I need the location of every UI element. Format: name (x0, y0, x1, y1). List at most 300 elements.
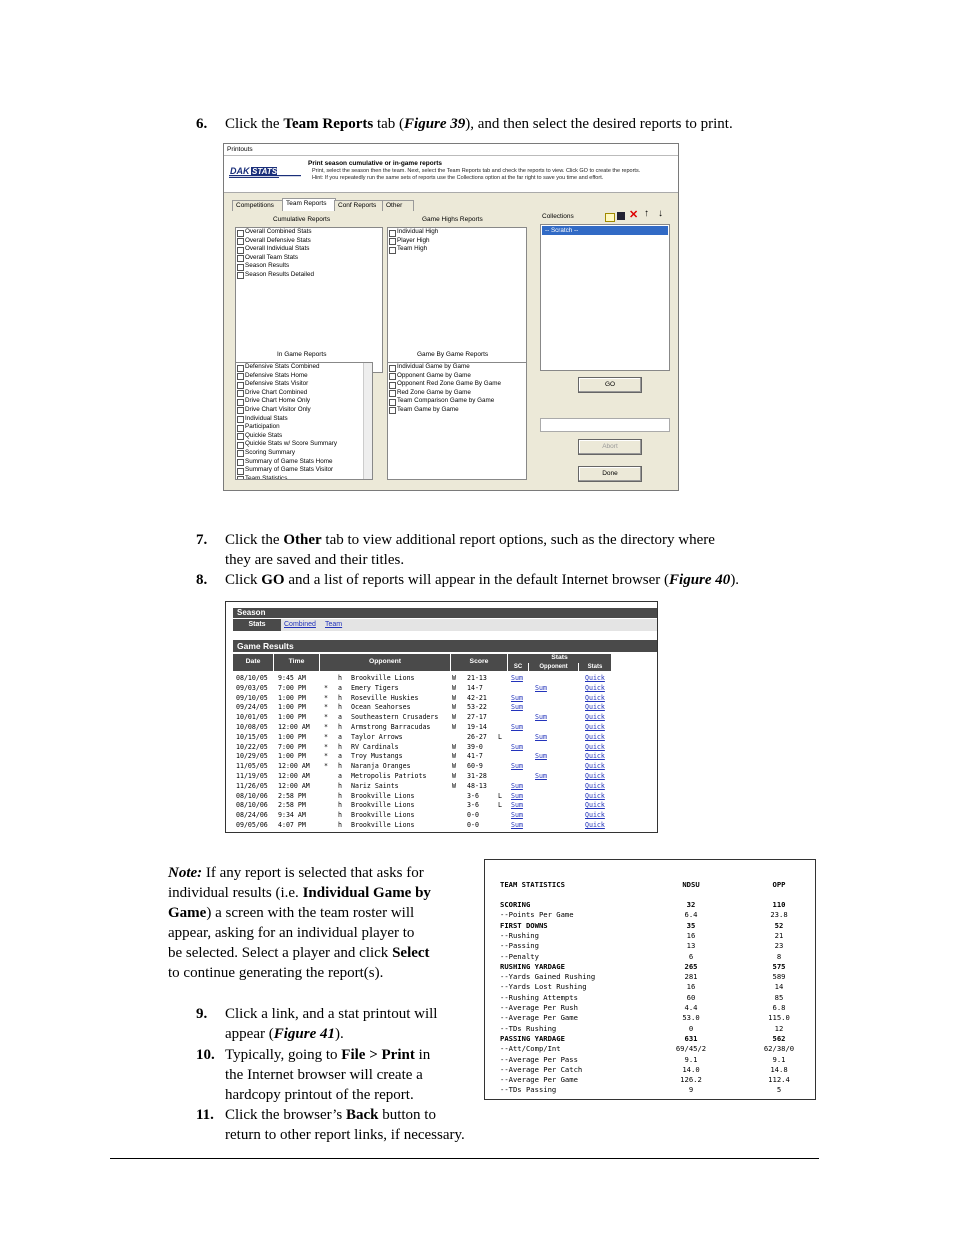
report-checkbox-item[interactable]: Defensive Stats Visitor (236, 380, 372, 389)
stat-label: --Yards Lost Rushing (500, 982, 587, 992)
report-checkbox-item[interactable]: Red Zone Game by Game (388, 389, 526, 398)
row-conference-mark: * (324, 732, 328, 741)
row-quick-link[interactable]: Quick (585, 762, 605, 771)
team-b-value: 62/38/0 (763, 1044, 795, 1054)
stat-row (485, 1024, 815, 1034)
col-date: Date (233, 654, 274, 671)
report-checkbox-item[interactable]: Team High (388, 245, 526, 254)
team-a-value: 14.0 (682, 1064, 700, 1074)
col-time: Time (274, 654, 320, 671)
row-home-away: h (338, 742, 342, 751)
row-date: 11/19/05 (236, 772, 268, 780)
row-home-away: a (338, 683, 342, 692)
note-text: be selected. Select a player and click (168, 945, 393, 961)
stat-row (485, 931, 815, 941)
footer-rule (110, 1158, 819, 1159)
row-win: W (452, 742, 456, 751)
row-date: 08/10/05 (236, 674, 268, 682)
row-quick-link[interactable]: Quick (585, 713, 605, 722)
step-text: Click (225, 572, 262, 588)
row-quick-link[interactable]: Quick (585, 772, 605, 780)
col-opponent-stats: Opponent (529, 663, 579, 671)
report-checkbox-item[interactable]: Player High (388, 237, 526, 246)
row-opponent: Metropolis Patriots (351, 772, 427, 780)
row-quick-link[interactable]: Quick (585, 752, 605, 761)
report-checkbox-item[interactable]: Overall Team Stats (236, 254, 382, 263)
save-icon[interactable] (617, 212, 625, 220)
dialog-header (224, 156, 678, 193)
stat-label: --Average Per Game (500, 1013, 578, 1023)
stat-label: --Average Per Rush (500, 1003, 578, 1012)
row-date: 10/08/05 (236, 723, 268, 731)
row-score: 48-13 (467, 781, 487, 790)
printouts-dialog (223, 143, 679, 491)
row-loss: L (498, 732, 502, 741)
ingame-scrollbar[interactable] (363, 363, 372, 479)
progress-bar (540, 418, 670, 432)
row-sc-link[interactable]: Sum (511, 674, 523, 682)
team-b-value: 12 (774, 1023, 784, 1033)
stats-label: Stats (233, 619, 281, 631)
note-text: individual results (i.e. (168, 885, 303, 901)
row-opponent: Brookville Lions (351, 821, 415, 829)
report-checkbox-item[interactable]: Defensive Stats Combined (236, 363, 372, 372)
team-a-value: 60 (686, 992, 696, 1002)
stat-row (485, 1044, 815, 1054)
row-time: 9:34 AM (278, 811, 306, 820)
team-b-value: 14 (774, 982, 784, 992)
team-b-value: 5 (776, 1085, 782, 1095)
row-date: 09/24/05 (236, 703, 268, 712)
note-text: ) a screen with the team roster will (206, 905, 415, 921)
row-home-away: h (338, 703, 342, 712)
team-a-value: 265 (684, 961, 698, 971)
team-a-value: 16 (686, 930, 696, 940)
team-a-value: 126.2 (680, 1075, 702, 1085)
row-loss: L (498, 801, 502, 810)
row-score: 60-9 (467, 762, 483, 771)
daktronics-logo-icon (229, 166, 301, 180)
row-time: 2:58 PM (278, 801, 306, 810)
row-time: 7:00 PM (278, 742, 306, 751)
row-time: 1:00 PM (278, 752, 306, 761)
step-text: ). (730, 572, 740, 588)
row-sc-link[interactable]: Sum (511, 811, 523, 820)
team-b-value: 14.8 (770, 1064, 788, 1074)
row-date: 10/29/05 (236, 752, 268, 761)
step-text: Click the (225, 532, 284, 548)
row-loss: L (498, 791, 502, 800)
row-win: W (452, 772, 456, 780)
tab-other[interactable]: Other (382, 200, 414, 211)
report-checkbox-item[interactable]: Drive Chart Home Only (236, 397, 372, 406)
row-date: 10/01/05 (236, 713, 268, 722)
step-text: tab to view additional report options, such as the directory where (321, 532, 715, 548)
results-header (233, 654, 611, 671)
row-sc-link[interactable]: Sum (511, 821, 523, 829)
row-date: 09/10/05 (236, 693, 268, 702)
step-text: Click the (225, 116, 284, 132)
row-win: W (452, 693, 456, 702)
team-b-value: 110 (772, 900, 786, 909)
team-a-value: 69/45/2 (675, 1044, 707, 1054)
move-down-icon[interactable]: ↓ (658, 208, 663, 219)
row-sc-link[interactable]: Sum (511, 693, 523, 702)
team-b-value: 6.8 (772, 1003, 786, 1012)
team-a-value: 631 (684, 1033, 698, 1043)
step-number: 9. (196, 1006, 208, 1022)
row-sc-link[interactable]: Sum (511, 742, 523, 751)
row-quick-link[interactable]: Quick (585, 791, 605, 800)
row-opponent: Emery Tigers (351, 683, 399, 692)
row-home-away: a (338, 752, 342, 761)
stat-label: --Yards Gained Rushing (500, 972, 596, 982)
row-opponent: Brookville Lions (351, 811, 415, 820)
new-collection-icon[interactable] (605, 213, 615, 222)
report-checkbox-item[interactable]: Quickie Stats w/ Score Summary (236, 440, 372, 449)
svg-text:STATS: STATS (252, 167, 278, 176)
svg-text:DAK: DAK (230, 166, 250, 176)
row-home-away: a (338, 732, 342, 741)
row-score: 27-17 (467, 713, 487, 722)
row-quick-link[interactable]: Quick (585, 703, 605, 712)
row-score: 14-7 (467, 683, 483, 692)
team-link[interactable]: Team (325, 621, 343, 628)
row-time: 7:00 PM (278, 683, 306, 692)
stat-row (485, 1013, 815, 1023)
row-sc-link[interactable]: Sum (511, 801, 523, 810)
row-date: 11/05/05 (236, 762, 268, 771)
row-home-away: a (338, 772, 342, 780)
ingame-list[interactable] (235, 362, 373, 480)
stat-label: --Rushing (500, 930, 539, 940)
team-a-value: 281 (684, 972, 698, 982)
note-bold: Individual Game by (302, 885, 431, 901)
team-b-value: 9.1 (772, 1054, 786, 1064)
team-a-value: 9.1 (684, 1054, 698, 1064)
stat-row (485, 910, 815, 920)
stat-label: --Penalty (500, 951, 539, 961)
row-score: 3-6 (467, 791, 479, 800)
step-text: return to other report links, if necessary. (225, 1127, 465, 1143)
row-home-away: h (338, 791, 342, 800)
row-opponent-link[interactable]: Sum (535, 683, 547, 692)
row-score: 31-28 (467, 772, 487, 780)
step-9 (196, 1004, 486, 1044)
report-checkbox-item[interactable]: Season Results Detailed (236, 271, 382, 280)
stat-row (485, 1065, 815, 1075)
report-checkbox-item[interactable]: Individual Stats (236, 415, 372, 424)
team-a-value: 0 (688, 1023, 694, 1033)
row-quick-link[interactable]: Quick (585, 693, 605, 702)
season-bar: Season (233, 608, 657, 618)
team-b-value: 23.8 (770, 910, 788, 920)
stat-row (485, 941, 815, 951)
step-text: appear ( (225, 1026, 274, 1042)
abort-button[interactable]: Abort (578, 439, 642, 455)
step-bold: Back (345, 1107, 379, 1123)
row-home-away: h (338, 762, 342, 771)
team-a-value: 53.0 (682, 1013, 700, 1023)
row-time: 12:00 AM (278, 772, 310, 780)
report-checkbox-item[interactable]: Team Game by Game (388, 406, 526, 415)
row-score: 41-7 (467, 752, 483, 761)
row-home-away: a (338, 713, 342, 722)
note-text: appear, asking for an individual player to (168, 925, 415, 941)
row-home-away: h (338, 781, 342, 790)
step-text: button to (378, 1107, 436, 1123)
team-a-name: NDSU (682, 880, 700, 889)
figure-ref: Figure 41 (273, 1026, 335, 1042)
row-quick-link[interactable]: Quick (585, 723, 605, 731)
row-opponent: Brookville Lions (351, 674, 415, 682)
step-bold: Other (283, 532, 322, 548)
col-opponent: Opponent (320, 654, 451, 671)
stat-row (485, 1003, 815, 1013)
stat-label: --Average Per Game (500, 1075, 578, 1085)
step-text: hardcopy printout of the report. (225, 1087, 414, 1103)
team-a-value: 16 (686, 982, 696, 992)
report-checkbox-item[interactable]: Participation (236, 423, 372, 432)
row-opponent: Ocean Seahorses (351, 703, 411, 712)
row-opponent: Brookville Lions (351, 801, 415, 810)
stat-label: --TDs Rushing (500, 1023, 557, 1033)
stat-label: PASSING YARDAGE (500, 1033, 565, 1043)
row-opponent: Nariz Saints (351, 781, 399, 790)
team-a-value: 9 (688, 1085, 694, 1095)
report-checkbox-item[interactable]: Quickie Stats (236, 432, 372, 441)
row-conference-mark: * (324, 713, 328, 722)
row-win: W (452, 723, 456, 731)
collections-label: Collections (542, 213, 574, 220)
note-label: Note: (168, 865, 203, 881)
bygame-list[interactable] (387, 362, 527, 480)
stat-label: SCORING (500, 900, 531, 909)
stat-row (485, 952, 815, 962)
report-checkbox-item[interactable]: Summary of Game Stats Visitor (236, 466, 372, 475)
step-number: 8. (196, 572, 208, 588)
header-description (312, 168, 672, 182)
header-line: Hint: If you repeatedly run the same sets of reports use the Collections option at the far right to save you time and effort. (312, 175, 604, 181)
team-b-value: 115.0 (768, 1013, 790, 1023)
team-a-value: 32 (686, 900, 696, 909)
row-time: 12:00 AM (278, 762, 310, 771)
report-checkbox-item[interactable]: Team Statistics (236, 475, 372, 480)
row-conference-mark: * (324, 762, 328, 771)
report-checkbox-item[interactable]: Individual High (388, 228, 526, 237)
row-time: 1:00 PM (278, 732, 306, 741)
report-checkbox-item[interactable]: Individual Game by Game (388, 363, 526, 372)
report-checkbox-item[interactable]: Summary of Game Stats Home (236, 458, 372, 467)
row-quick-link[interactable]: Quick (585, 732, 605, 741)
step-number: 11. (196, 1107, 214, 1123)
note-text: If any report is selected that asks for (202, 865, 424, 881)
team-a-value: 6 (688, 951, 694, 961)
header-line: Print, select the season then the team. Next, select the Team Reports tab and check the reports to view. Click GO to create the reports. (312, 168, 641, 174)
row-score: 39-0 (467, 742, 483, 751)
col-stats: Stats (508, 654, 612, 662)
row-sc-link[interactable]: Sum (511, 703, 523, 712)
row-conference-mark: * (324, 703, 328, 712)
row-score: 3-6 (467, 801, 479, 810)
report-checkbox-item[interactable]: Scoring Summary (236, 449, 372, 458)
team-b-value: 112.4 (768, 1075, 790, 1085)
stat-label: FIRST DOWNS (500, 920, 548, 930)
step-bold: GO (261, 572, 285, 588)
report-checkbox-item[interactable]: Overall Defensive Stats (236, 237, 382, 246)
team-a-value: 13 (686, 941, 696, 951)
move-up-icon[interactable]: ↑ (644, 208, 649, 219)
stat-label: --Passing (500, 941, 539, 951)
row-sc-link[interactable]: Sum (511, 791, 523, 800)
row-score: 26-27 (467, 732, 487, 741)
tab-conf-reports[interactable]: Conf Reports (334, 200, 384, 211)
ingame-label: In Game Reports (277, 351, 327, 358)
row-win: W (452, 683, 456, 692)
report-checkbox-item[interactable]: Defensive Stats Home (236, 372, 372, 381)
row-quick-link[interactable]: Quick (585, 811, 605, 820)
row-home-away: h (338, 821, 342, 829)
team-statistics-page (484, 859, 816, 1100)
row-date: 11/26/05 (236, 781, 268, 790)
stat-row (485, 982, 815, 992)
tab-team-reports[interactable]: Team Reports (282, 198, 336, 211)
step-10 (196, 1045, 486, 1105)
collection-item-selected[interactable]: -- Scratch -- (542, 226, 668, 235)
team-a-value: 6.4 (684, 910, 698, 920)
row-win: W (452, 703, 456, 712)
step-text: Click a link, and a stat printout will (225, 1006, 438, 1022)
row-quick-link[interactable]: Quick (585, 821, 605, 829)
row-sc-link[interactable]: Sum (511, 781, 523, 790)
step-text: and a list of reports will appear in the default Internet browser ( (284, 572, 670, 588)
note-bold: Select (392, 945, 430, 961)
row-quick-link[interactable]: Quick (585, 781, 605, 790)
team-a-value: 35 (686, 920, 696, 930)
row-date: 09/03/05 (236, 683, 268, 692)
col-stats-quick: Stats (587, 664, 603, 670)
row-win: W (452, 713, 456, 722)
stat-label: --Average Per Pass (500, 1054, 578, 1064)
row-sc-link[interactable]: Sum (511, 723, 523, 731)
stat-label: --Att/Comp/Int (500, 1044, 561, 1054)
stat-row (485, 921, 815, 931)
row-quick-link[interactable]: Quick (585, 742, 605, 751)
team-b-value: 589 (772, 972, 786, 982)
row-win: W (452, 752, 456, 761)
row-time: 2:58 PM (278, 791, 306, 800)
season-results-page (225, 601, 658, 833)
row-opponent-link[interactable]: Sum (535, 732, 547, 741)
stat-row (485, 1034, 815, 1044)
row-date: 08/24/06 (236, 811, 268, 820)
row-opponent-link[interactable]: Sum (535, 772, 547, 780)
team-b-value: 562 (772, 1033, 786, 1043)
done-button[interactable]: Done (578, 466, 642, 482)
go-button[interactable]: GO (578, 377, 642, 393)
row-quick-link[interactable]: Quick (585, 674, 605, 682)
step-number: 10. (196, 1047, 215, 1063)
team-b-value: 52 (774, 920, 784, 930)
report-checkbox-item[interactable]: Drive Chart Combined (236, 389, 372, 398)
row-home-away: h (338, 811, 342, 820)
step-text: ), and then select the desired reports to print. (465, 116, 733, 132)
team-a-value: 4.4 (684, 1003, 698, 1012)
report-checkbox-item[interactable]: Overall Individual Stats (236, 245, 382, 254)
stat-label: --Average Per Catch (500, 1064, 583, 1074)
note-bold: Game (168, 905, 207, 921)
row-score: 42-21 (467, 693, 487, 702)
row-score: 21-13 (467, 674, 487, 682)
row-home-away: h (338, 723, 342, 731)
team-b-value: 85 (774, 992, 784, 1002)
report-checkbox-item[interactable]: Overall Combined Stats (236, 228, 382, 237)
stat-row (485, 1085, 815, 1095)
row-quick-link[interactable]: Quick (585, 801, 605, 810)
row-win: W (452, 674, 456, 682)
collections-list[interactable] (540, 224, 670, 371)
row-conference-mark: * (324, 752, 328, 761)
col-score: Score (451, 654, 508, 671)
tab-competitions[interactable]: Competitions (232, 200, 288, 211)
row-win: W (452, 762, 456, 771)
step-text: Typically, going to (225, 1047, 342, 1063)
row-time: 4:07 PM (278, 821, 306, 829)
row-date: 08/10/06 (236, 801, 268, 810)
step-bold: Team Reports (283, 116, 374, 132)
step-text: tab ( (373, 116, 405, 132)
row-score: 53-22 (467, 703, 487, 712)
row-opponent: Southeastern Crusaders (351, 713, 439, 722)
combined-link[interactable]: Combined (284, 621, 316, 628)
step-text: in (414, 1047, 431, 1063)
row-opponent: Roseville Huskies (351, 693, 419, 702)
stat-label: RUSHING YARDAGE (500, 961, 565, 971)
row-conference-mark: * (324, 723, 328, 731)
row-opponent-link[interactable]: Sum (535, 752, 547, 761)
report-checkbox-item[interactable]: Season Results (236, 262, 382, 271)
report-checkbox-item[interactable]: Drive Chart Visitor Only (236, 406, 372, 415)
delete-icon[interactable]: ✕ (629, 209, 639, 221)
stat-label: --Rushing Attempts (500, 992, 578, 1002)
row-quick-link[interactable]: Quick (585, 683, 605, 692)
stat-row (485, 993, 815, 1003)
highs-label: Game Highs Reports (422, 216, 483, 223)
row-date: 10/22/05 (236, 742, 268, 751)
row-time: 1:00 PM (278, 713, 306, 722)
row-sc-link[interactable]: Sum (511, 762, 523, 771)
row-home-away: h (338, 801, 342, 810)
row-opponent: Brookville Lions (351, 791, 415, 800)
team-b-value: 21 (774, 930, 784, 940)
row-opponent: Taylor Arrows (351, 732, 403, 741)
report-checkbox-item[interactable]: Opponent Red Zone Game By Game (388, 380, 526, 389)
report-checkbox-item[interactable]: Opponent Game by Game (388, 372, 526, 381)
step-text: ). (334, 1026, 344, 1042)
team-stats-header (485, 880, 815, 890)
team-b-value: 575 (772, 961, 786, 971)
cumulative-label: Cumulative Reports (273, 216, 331, 223)
bygame-label: Game By Game Reports (417, 351, 489, 358)
step-11 (196, 1105, 516, 1145)
report-checkbox-item[interactable]: Team Comparison Game by Game (388, 397, 526, 406)
row-opponent: Naranja Oranges (351, 762, 411, 771)
stat-row (485, 900, 815, 910)
row-opponent-link[interactable]: Sum (535, 713, 547, 722)
row-conference-mark: * (324, 683, 328, 692)
dialog-title: Printouts (224, 144, 679, 156)
figure-ref: Figure 39 (404, 116, 466, 132)
